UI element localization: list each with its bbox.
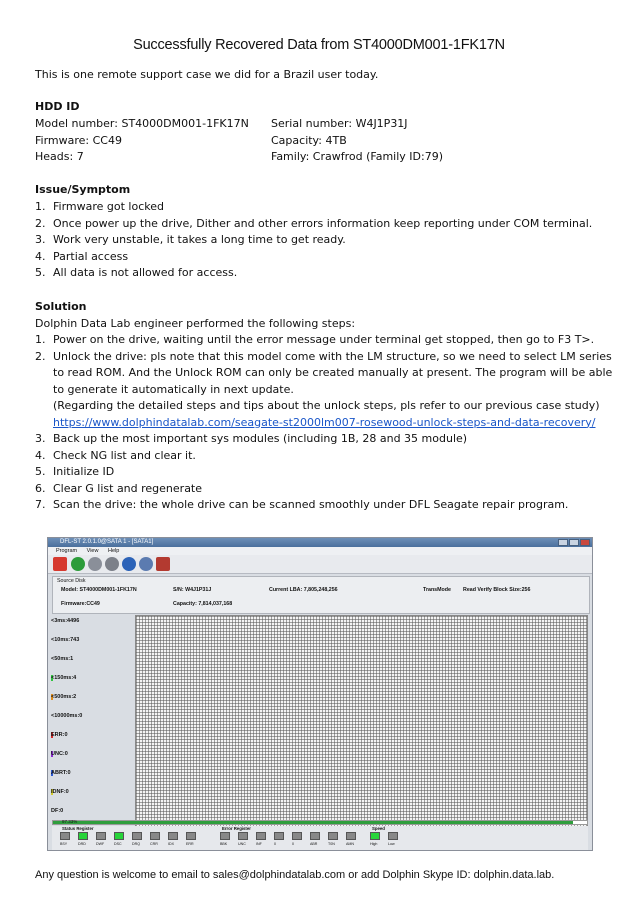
scan-legend (51, 615, 133, 835)
hdd-firmware: Firmware: CC49 (35, 134, 122, 147)
error-led-4 (292, 832, 302, 840)
scan-block-grid (135, 615, 588, 835)
error-led-3 (274, 832, 284, 840)
legend-10ms: <10ms:743 (51, 637, 80, 643)
toolbar (48, 555, 592, 574)
legend-3ms: <3ms:4496 (51, 618, 80, 624)
dfl-screenshot (47, 537, 593, 851)
current-lba: Current LBA: 7,805,248,256 (269, 587, 338, 593)
transmode-value: Read Verify Block Size:256 (463, 587, 531, 593)
error-led-label-3: 0 (274, 842, 276, 846)
disk-sn: S/N: W4J1P31J (173, 587, 212, 593)
menu-view[interactable]: View (86, 548, 99, 554)
menu-bar (48, 547, 592, 555)
status-led-0 (60, 832, 70, 840)
error-led-label-5: ABR (310, 842, 318, 846)
legend-150ms: <150ms:4 (51, 675, 77, 681)
hdd-family: Family: Crawfrod (Family ID:79) (271, 150, 443, 163)
list-item: 2. Once power up the drive, Dither and other errors information keep reporting under COM terminal. (35, 216, 593, 230)
tools-icon[interactable] (156, 557, 170, 571)
list-item: 3. Back up the most important sys modules (including 1B, 28 and 35 module) (35, 432, 468, 445)
hdd-serial: Serial number: W4J1P31J (271, 117, 408, 130)
status-led-label-2: DWF (96, 842, 105, 846)
window-titlebar (48, 538, 592, 547)
list-item: 1. Firmware got locked (35, 200, 164, 213)
legend-10000ms: <10000ms:0 (51, 713, 83, 719)
speed-led-0 (370, 832, 380, 840)
hdd-capacity: Capacity: 4TB (271, 134, 347, 147)
error-led-label-6: T0N (328, 842, 335, 846)
solution-intro: Dolphin Data Lab engineer performed the following steps: (35, 317, 356, 330)
error-led-6 (328, 832, 338, 840)
status-led-3 (114, 832, 124, 840)
transmode-label: TransMode (423, 587, 451, 593)
legend-500ms: <500ms:2 (51, 694, 77, 700)
list-item: 2. Unlock the drive: pls note that this model come with the LM structure, so we need to select LM series (35, 349, 612, 363)
scan-progress-bar (52, 820, 588, 825)
stop-icon[interactable] (88, 557, 102, 571)
error-led-label-2: INF (256, 842, 262, 846)
legend-abrt: ABRT:0 (51, 770, 71, 776)
maximize-icon[interactable] (569, 539, 579, 546)
list-item: 1. Power on the drive, waiting until the error message under terminal get stopped, then go to F3 T>. (35, 333, 595, 346)
status-led-2 (96, 832, 106, 840)
status-led-label-7: ERR (186, 842, 194, 846)
source-label: Source Disk (57, 578, 86, 584)
disk-capacity: Capacity: 7,814,037,168 (173, 601, 233, 607)
symptom-heading: Issue/Symptom (35, 183, 131, 196)
disk-model: Model: ST4000DM001-1FK17N (61, 587, 137, 593)
list-item: 3. Work very unstable, it takes a long time to get ready. (35, 233, 346, 246)
hdd-model: Model number: ST4000DM001-1FK17N (35, 117, 249, 130)
menu-program[interactable]: Program (56, 548, 78, 554)
list-item: 4. Check NG list and clear it. (35, 448, 196, 462)
disk-firmware: Firmware:CC49 (61, 601, 100, 607)
hdd-heading: HDD ID (35, 100, 80, 113)
legend-err: ERR:0 (51, 732, 68, 738)
close-icon[interactable] (580, 539, 590, 546)
list-item: 5. All data is not allowed for access. (35, 266, 238, 279)
error-led-2 (256, 832, 266, 840)
status-led-label-1: DRD (78, 842, 86, 846)
error-led-5 (310, 832, 320, 840)
status-led-6 (168, 832, 178, 840)
steps-list: 1. Power on the drive, waiting until the error message under terminal get stopped, then go to F3 T>. 2. Unlock the drive: pls note that this model come with the LM structure, so we need to select LM series to read ROM. And the Unlock ROM can only be created manually at present. The program will be able to generate it automatically in next update. (Regarding the detailed steps and tips about the unlock steps, pls refer to our previous case study) https://www.dolphindatalab.com/seagate-st2000lm007-rosewood-unlock-steps-and-data-recovery/ 3. Back up the most important sys modules (including 1B, 28 and 35 module) 4. Check NG list and clear it. 5. Initialize ID 6. Clear G list and regenerate 7. Scan the drive: the whole drive can be scanned smoothly under DFL Seagate repair program. (35, 332, 612, 514)
solution-heading: Solution (35, 300, 87, 313)
hdd-heads: Heads: 7 (35, 150, 84, 163)
legend-50ms: <50ms:1 (51, 656, 74, 662)
status-led-label-4: DRQ (132, 842, 140, 846)
case-study-link[interactable]: https://www.dolphindatalab.com/seagate-st2000lm007-rosewood-unlock-steps-and-data-recovery/ (53, 415, 596, 429)
scan-progress-label: 97.33% (62, 819, 78, 824)
page-title: Successfully Recovered Data from ST4000DM001-1FK17N (133, 37, 505, 53)
status-led-7 (186, 832, 196, 840)
error-led-label-1: UNC (238, 842, 246, 846)
list-item: 5. Initialize ID (35, 465, 115, 478)
info-icon[interactable] (122, 557, 136, 571)
status-led-4 (132, 832, 142, 840)
menu-help[interactable]: Help (107, 548, 120, 554)
legend-df: DF:0 (51, 808, 64, 814)
status-led-label-6: IDX (168, 842, 174, 846)
settings-icon[interactable] (139, 557, 153, 571)
error-led-label-4: 0 (292, 842, 294, 846)
window-title: DFL-ST 2.0.1.0@SATA 1 - [SATA1] (60, 539, 154, 545)
error-led-1 (238, 832, 248, 840)
source-disk-panel (52, 576, 590, 614)
error-led-label-0: BBK (220, 842, 228, 846)
speed-label: Speed (372, 826, 385, 831)
status-led-1 (78, 832, 88, 840)
error-led-0 (220, 832, 230, 840)
minimize-icon[interactable] (558, 539, 568, 546)
status-led-label-3: DSC (114, 842, 122, 846)
speed-led-label-0: High (370, 842, 378, 846)
intro-text: This is one remote support case we did for a Brazil user today. (35, 68, 379, 81)
legend-idnf: IDNF:0 (51, 789, 69, 795)
register-panel (52, 826, 588, 850)
status-led-label-5: CRR (150, 842, 158, 846)
scan-progress-fill (53, 821, 573, 824)
forward-icon[interactable] (105, 557, 119, 571)
list-item: 6. Clear G list and regenerate (35, 481, 203, 495)
status-led-label-0: BSY (60, 842, 68, 846)
list-item: 4. Partial access (35, 249, 129, 263)
error-register-label: Error Register (222, 826, 251, 831)
speed-led-1 (388, 832, 398, 840)
symptom-list (35, 199, 592, 282)
status-register-label: Status Register (62, 826, 94, 831)
play-icon[interactable] (71, 557, 85, 571)
list-item: 7. Scan the drive: the whole drive can be scanned smoothly under DFL Seagate repair program. (35, 498, 569, 511)
status-led-5 (150, 832, 160, 840)
speed-led-label-1: Low (388, 842, 395, 846)
legend-unc: UNC:0 (51, 751, 68, 757)
power-icon[interactable] (53, 557, 67, 571)
error-led-label-7: AMN (346, 842, 354, 846)
footer-contact: Any question is welcome to email to sales@dolphindatalab.com or add Dolphin Skype ID: dolphin.data.lab. (35, 869, 555, 881)
error-led-7 (346, 832, 356, 840)
